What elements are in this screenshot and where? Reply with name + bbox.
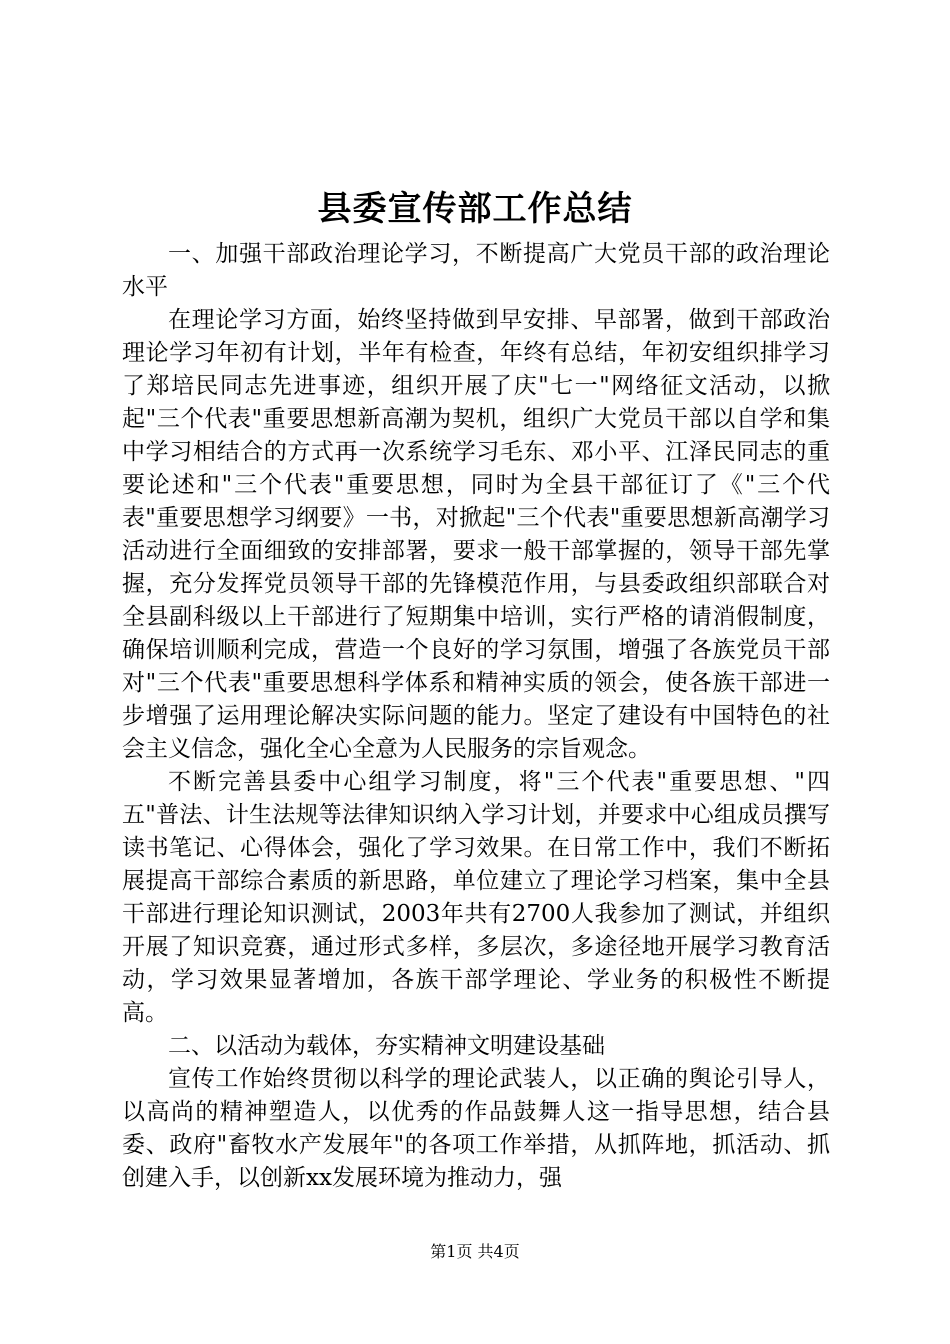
body-paragraph-2: 不断完善县委中心组学习制度，将"三个代表"重要思想、"四五"普法、计生法规等法律知识纳入学习计划，并要求中心组成员撰写读书笔记、心得体会，强化了学习效果。在日常工作中，我们不断拓展提高干部综合素质的新思路，单位建立了理论学习档案，集中全县干部进行理论知识测试，2003年共有2700人我参加了测试，并组织开展了知识竞赛，通过形式多样，多层次，多途径地开展学习教育活动，学习效果显著增加，各族干部学理论、学业务的积极性不断提高。 — [122, 769, 830, 1026]
section-heading-1: 一、加强干部政治理论学习，不断提高广大党员干部的政治理论水平 — [122, 241, 830, 300]
page-number-footer: 第1页 共4页 — [430, 1242, 520, 1261]
body-paragraph-1: 在理论学习方面，始终坚持做到早安排、早部署，做到干部政治理论学习年初有计划，半年有检查，年终有总结，年初安组织排学习了郑培民同志先进事迹，组织开展了庆"七一"网络征文活动，以掀起"三个代表"重要思想新高潮为契机，组织广大党员干部以自学和集中学习相结合的方式再一次系统学习毛东、邓小平、江泽民同志的重要论述和"三个代表"重要思想，同时为全县干部征订了《"三个代表"重要思想学习纲要》一书，对掀起"三个代表"重要思想新高潮学习活动进行全面细致的安排部署，要求一般干部掌握的，领导干部先掌握，充分发挥党员领导干部的先锋模范作用，与县委政组织部联合对全县副科级以上干部进行了短期集中培训，实行严格的请消假制度，确保培训顺利完成，营造一个良好的学习氛围，增强了各族党员干部对"三个代表"重要思想科学体系和精神实质的领会，使各族干部进一步增强了运用理论解决实际问题的能力。坚定了建设有中国特色的社会主义信念，强化全心全意为人民服务的宗旨观念。 — [122, 307, 830, 762]
document-body — [122, 238, 830, 1195]
section-heading-2: 二、以活动为载体，夯实精神文明建设基础 — [168, 1033, 605, 1059]
body-paragraph-3: 宣传工作始终贯彻以科学的理论武装人，以正确的舆论引导人，以高尚的精神塑造人，以优秀的作品鼓舞人这一指导思想，结合县委、政府"畜牧水产发展年"的各项工作举措，从抓阵地，抓活动、抓创建入手，以创新xx发展环境为推动力，强 — [122, 1066, 830, 1191]
document-title: 县委宣传部工作总结 — [317, 189, 633, 229]
